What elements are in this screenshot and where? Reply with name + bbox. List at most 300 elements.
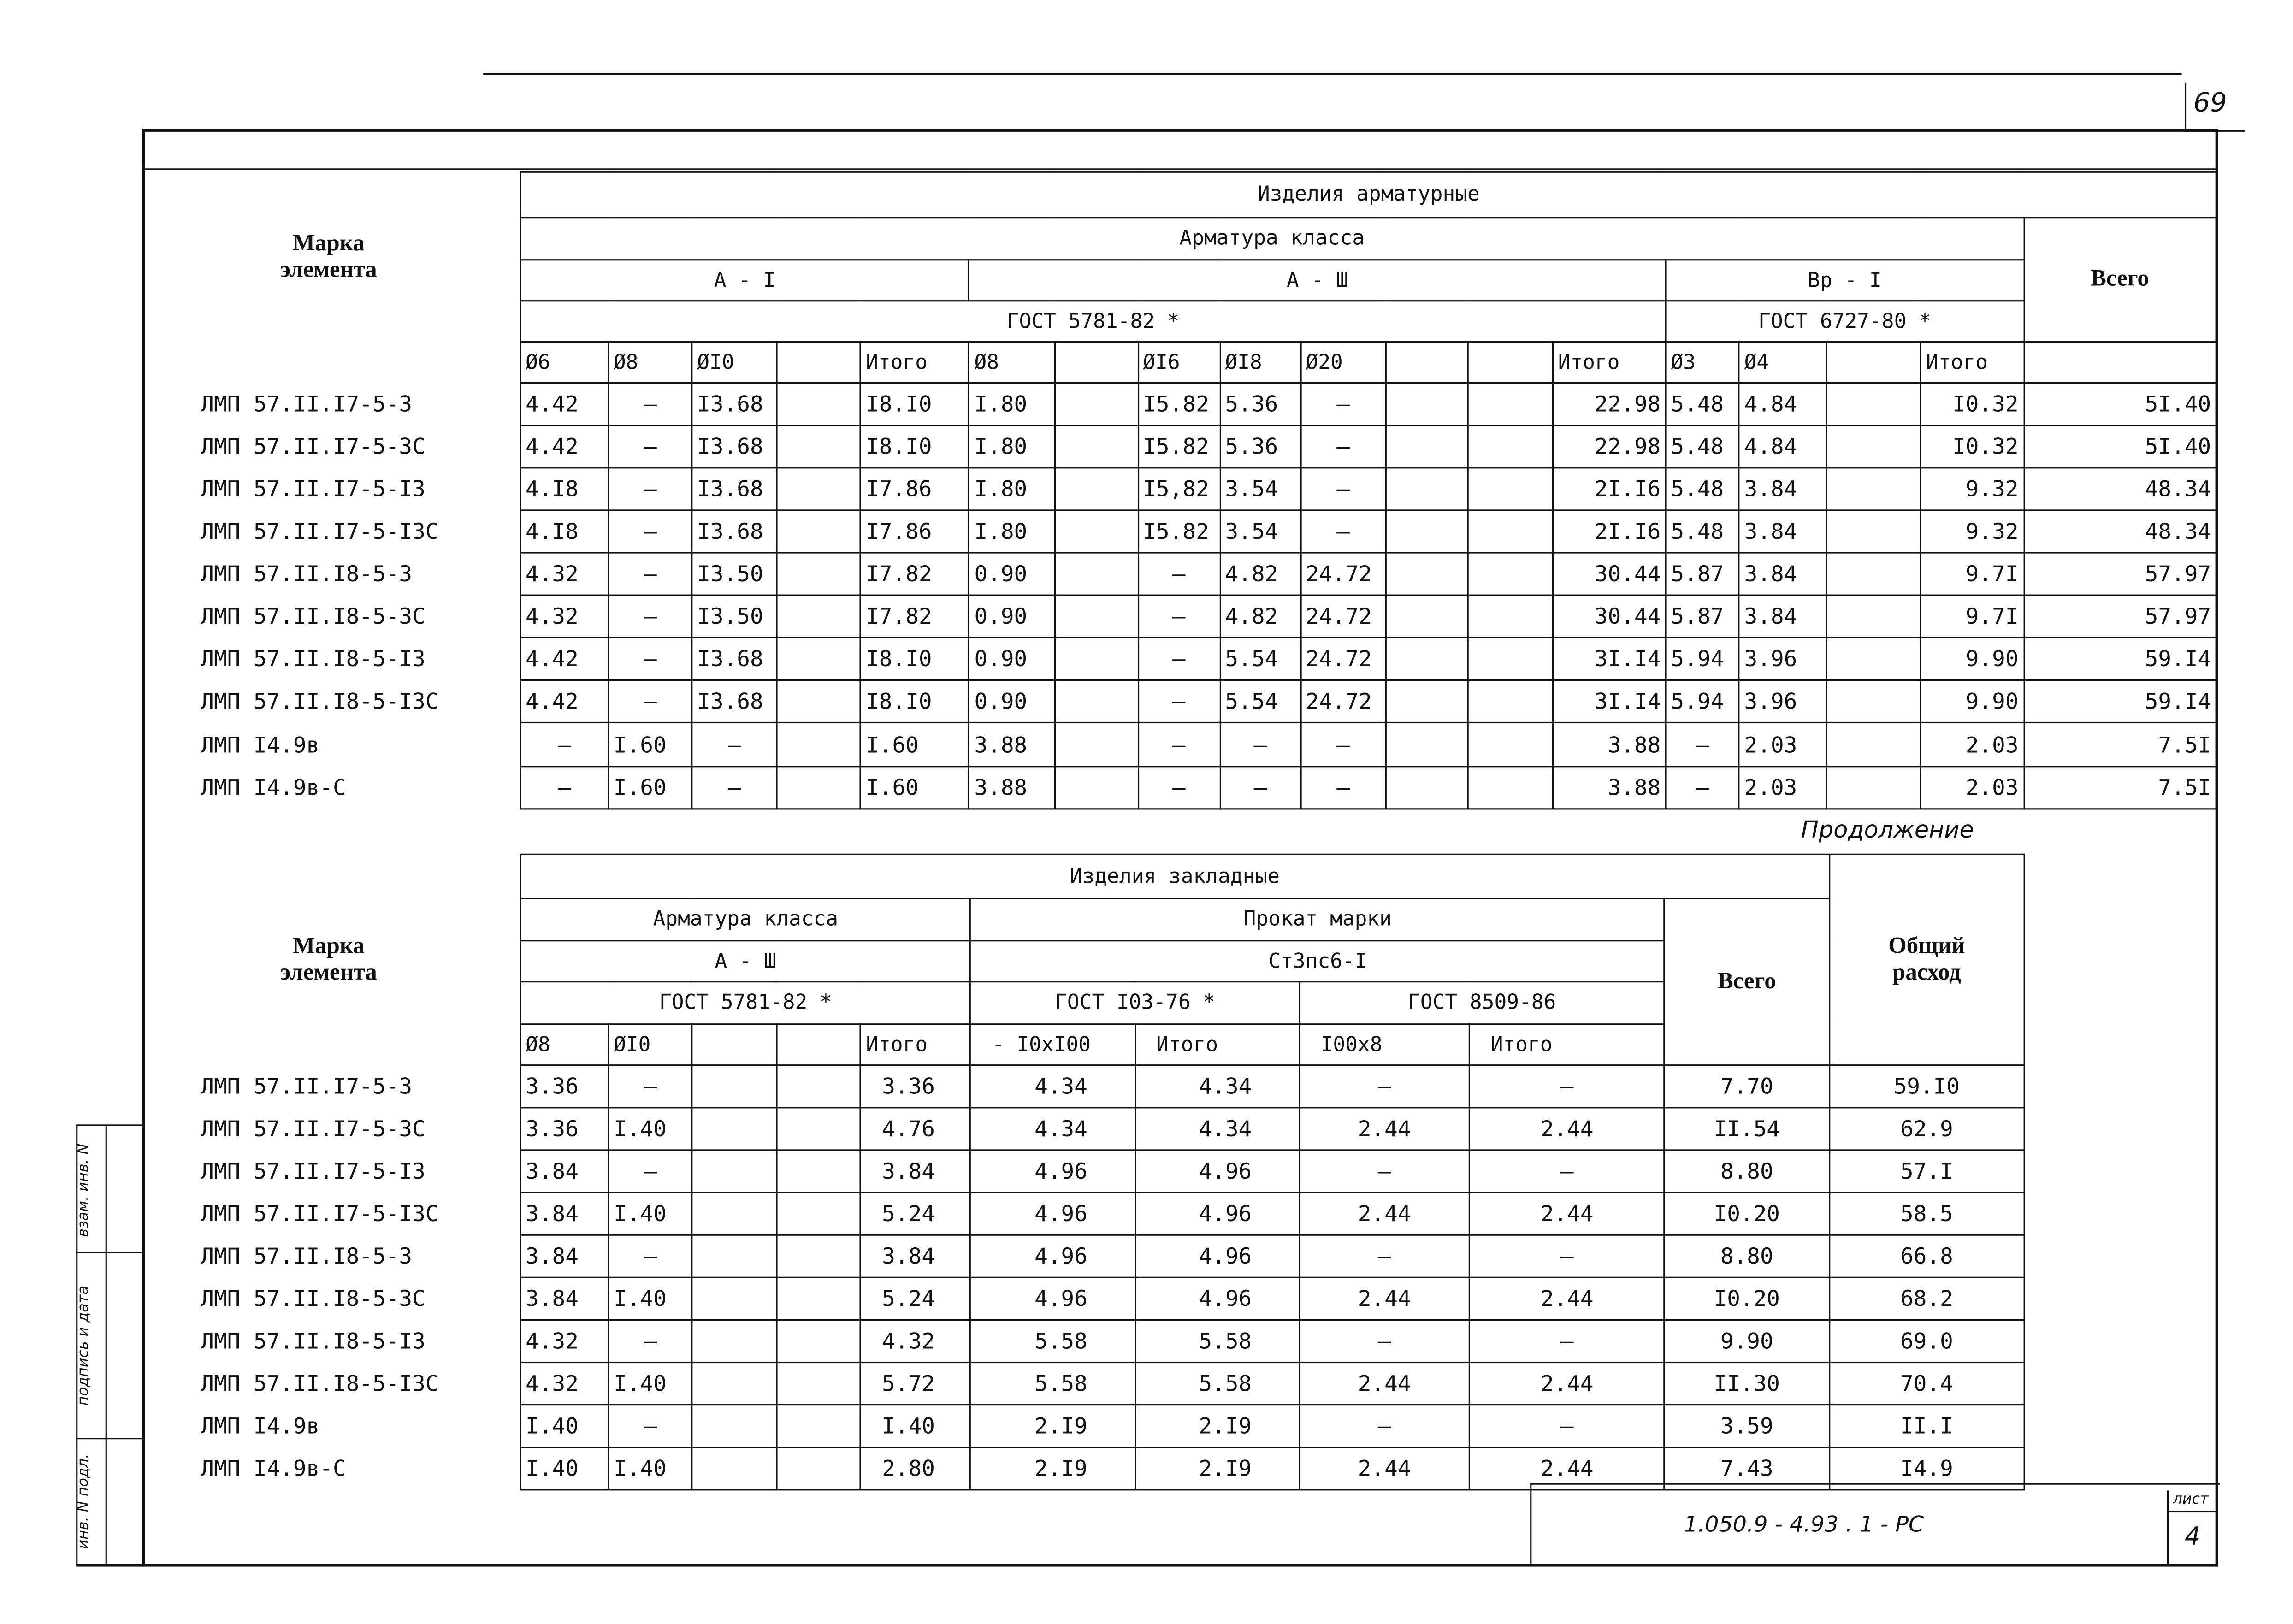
t2-cell (777, 1065, 861, 1108)
t2-col-header (777, 1024, 861, 1065)
t1-cell: 5.87 (1666, 553, 1739, 595)
t1-cell: – (609, 638, 692, 680)
t2-cell: 3.84 (861, 1235, 971, 1277)
t1-cell (777, 680, 861, 722)
t1-cell: 5.48 (1666, 510, 1739, 553)
t1-class-a3: А - Ш (969, 260, 1666, 301)
t2-cell (777, 1363, 861, 1405)
t1-cell (1054, 383, 1138, 425)
t1-cell (1468, 553, 1553, 595)
t2-cell: 2.44 (1300, 1447, 1470, 1490)
t2-cell: 4.96 (971, 1193, 1135, 1235)
table-row (142, 425, 2216, 468)
t2-cell: 2.44 (1470, 1277, 1665, 1320)
rebar-products-table (142, 171, 2217, 810)
t2-cell: 4.34 (1135, 1108, 1299, 1150)
t1-cell: 3I.I4 (1553, 638, 1666, 680)
top-edge-line (483, 73, 2181, 75)
t1-cell (1054, 468, 1138, 510)
t1-cell: 4.I8 (520, 468, 609, 510)
t2-cell: 7.43 (1665, 1447, 1829, 1490)
t1-cell: 4.42 (520, 425, 609, 468)
t2-cell: I0.20 (1665, 1193, 1829, 1235)
t1-cell: I.60 (861, 722, 969, 766)
t1-col-header: Итого (1553, 342, 1666, 383)
t1-cell (777, 383, 861, 425)
t1-cell (1054, 767, 1138, 809)
t2-cell: I.40 (609, 1108, 692, 1150)
t2-cell: 3.84 (520, 1150, 609, 1193)
t1-cell (777, 510, 861, 553)
t1-col-header: Ø4 (1739, 342, 1827, 383)
t1-cell (777, 468, 861, 510)
t1-cell: 2.03 (1921, 722, 2024, 766)
t1-cell: 3.84 (1739, 468, 1827, 510)
side-stamp-div-1 (76, 1252, 143, 1253)
t2-cell: 2.I9 (1135, 1447, 1299, 1490)
t1-cell (1827, 767, 1921, 809)
t1-cell (1054, 425, 1138, 468)
embedded-parts-table (142, 854, 2025, 1491)
t2-cell: II.54 (1665, 1108, 1829, 1150)
t1-cell: I3.68 (692, 638, 777, 680)
t2-cell: – (1300, 1405, 1470, 1447)
t1-cell (1827, 425, 1921, 468)
t2-cell: 3.84 (520, 1235, 609, 1277)
side-stamp-label-3: взам. инв. N (76, 1143, 93, 1237)
t2-cell: 4.96 (1135, 1277, 1299, 1320)
table-row (142, 1405, 2024, 1447)
t1-cell: I.80 (969, 510, 1054, 553)
t1-col-header: Ø8 (609, 342, 692, 383)
t2-cell: 62.9 (1829, 1108, 2024, 1150)
t1-cell: I3.50 (692, 595, 777, 638)
t2-cell: 58.5 (1829, 1193, 2024, 1235)
t1-cell: I8.I0 (861, 680, 969, 722)
t1-cell: I.60 (609, 722, 692, 766)
table-row (142, 1193, 2024, 1235)
t1-cell: – (1666, 722, 1739, 766)
t2-cell (692, 1065, 777, 1108)
table-row (142, 1320, 2024, 1362)
t1-cell: 9.7I (1921, 553, 2024, 595)
t1-row-mark: ЛМП 57.II.I7-5-3С (142, 425, 520, 468)
t1-cell: 3.88 (969, 722, 1054, 766)
t1-col-header (777, 342, 861, 383)
t1-cell: – (1220, 767, 1300, 809)
t1-row-mark: ЛМП 57.II.I7-5-I3 (142, 468, 520, 510)
t1-cell: 5.48 (1666, 383, 1739, 425)
t1-cell (777, 638, 861, 680)
t1-cell: 3.88 (1553, 767, 1666, 809)
t1-cell: I3.68 (692, 468, 777, 510)
t2-mark-header (142, 854, 520, 1065)
t1-cell: 2.03 (1739, 767, 1827, 809)
t1-cell: – (609, 510, 692, 553)
t1-cell: 3.96 (1739, 638, 1827, 680)
t1-cell: 5.87 (1666, 595, 1739, 638)
t2-cell: – (609, 1065, 692, 1108)
t2-cell: – (609, 1320, 692, 1362)
t1-cell (1054, 638, 1138, 680)
t2-cell: – (1470, 1320, 1665, 1362)
t1-mark-header-line1: Марка (293, 230, 365, 256)
t1-cell: 22.98 (1553, 383, 1666, 425)
t2-cell: 2.44 (1300, 1193, 1470, 1235)
t1-cell: I.80 (969, 383, 1054, 425)
t2-cell: 4.96 (971, 1235, 1135, 1277)
t1-row-mark: ЛМП 57.II.I7-5-I3С (142, 510, 520, 553)
t1-cell: 4.32 (520, 595, 609, 638)
t2-cell: 4.96 (1135, 1235, 1299, 1277)
t1-cell: 2I.I6 (1553, 510, 1666, 553)
t1-cell: I3.68 (692, 425, 777, 468)
t1-cell: – (609, 553, 692, 595)
t2-cell: 4.96 (971, 1150, 1135, 1193)
t2-cell (777, 1108, 861, 1150)
t2-cell: – (1470, 1150, 1665, 1193)
t1-cell: – (520, 722, 609, 766)
t2-cell: 5.58 (1135, 1320, 1299, 1362)
t1-cell: 4.42 (520, 638, 609, 680)
sheet-label: лист (2173, 1492, 2209, 1508)
t2-cell: 3.84 (520, 1193, 609, 1235)
t1-cell (1827, 553, 1921, 595)
t1-cell: 4.84 (1739, 383, 1827, 425)
t2-total-header: Всего (1665, 898, 1829, 1065)
t1-cell (777, 722, 861, 766)
continuation-note: Продолжение (1801, 815, 1974, 844)
t1-cell: I3.68 (692, 510, 777, 553)
t1-cell: 2.03 (1739, 722, 1827, 766)
t2-cell: I.40 (520, 1405, 609, 1447)
t1-cell: I7.82 (861, 553, 969, 595)
t2-cell: 5.24 (861, 1193, 971, 1235)
t2-row-mark: ЛМП I4.9в-С (142, 1447, 520, 1490)
t2-cell: 70.4 (1829, 1363, 2024, 1405)
t1-cell (1827, 680, 1921, 722)
t2-cell: 2.44 (1470, 1108, 1665, 1150)
t1-cell: 4.82 (1220, 553, 1300, 595)
t1-cell: 59.I4 (2024, 638, 2216, 680)
t2-row-mark: ЛМП 57.II.I8-5-3 (142, 1235, 520, 1277)
t1-cell: 9.90 (1921, 680, 2024, 722)
t2-mark-header-line2: элемента (280, 960, 377, 985)
t1-cell: 7.5I (2024, 722, 2216, 766)
t1-cell (1386, 638, 1468, 680)
t2-row-mark: ЛМП 57.II.I7-5-I3 (142, 1150, 520, 1193)
t2-cell: 2.44 (1470, 1447, 1665, 1490)
t1-cell: I.80 (969, 468, 1054, 510)
t1-cell: 30.44 (1553, 553, 1666, 595)
t2-rolled-title: Прокат марки (971, 898, 1665, 941)
t2-cell: 2.I9 (1135, 1405, 1299, 1447)
t1-cell: 0.90 (969, 680, 1054, 722)
t2-cell: 2.I9 (971, 1447, 1135, 1490)
t1-cell: 2.03 (1921, 767, 2024, 809)
t1-cell (1827, 638, 1921, 680)
doc-code: 1.050.9 - 4.93 . 1 - РС (1684, 1511, 1924, 1538)
t1-col-header: Ø6 (520, 342, 609, 383)
t1-cell: I8.I0 (861, 425, 969, 468)
t1-class-vr1: Вр - I (1666, 260, 2023, 301)
t1-cell (1468, 595, 1553, 638)
t2-rebar-class-title: Арматура класса (520, 898, 971, 941)
t1-class-a1: А - I (520, 260, 969, 301)
t1-cell: 5I.40 (2024, 425, 2216, 468)
t1-cell (777, 425, 861, 468)
t2-cell (692, 1235, 777, 1277)
t1-cell (1386, 553, 1468, 595)
t1-cell: I.60 (861, 767, 969, 809)
t1-cell (1386, 680, 1468, 722)
t1-cell (1054, 553, 1138, 595)
t2-cell: 2.44 (1300, 1108, 1470, 1150)
t2-cell: 2.44 (1470, 1363, 1665, 1405)
t2-cell: – (609, 1150, 692, 1193)
t2-cell: 4.96 (1135, 1150, 1299, 1193)
t2-col-header: I00x8 (1300, 1024, 1470, 1065)
t1-cell (1054, 722, 1138, 766)
t1-cell: 3.54 (1220, 468, 1300, 510)
t2-cell: – (1300, 1150, 1470, 1193)
t1-cell: 4.84 (1739, 425, 1827, 468)
t1-cell: I0.32 (1921, 425, 2024, 468)
t1-cell: 48.34 (2024, 510, 2216, 553)
t1-cell: I5.82 (1138, 383, 1220, 425)
t2-cell (692, 1363, 777, 1405)
t2-cell: – (1470, 1065, 1665, 1108)
t1-cell: 3.88 (969, 767, 1054, 809)
t1-cell: – (1300, 383, 1386, 425)
t1-cell (1054, 680, 1138, 722)
t1-cell: 5.94 (1666, 680, 1739, 722)
t2-cell: 69.0 (1829, 1320, 2024, 1362)
t2-rebar-class: А - Ш (520, 941, 971, 982)
t1-mark-header-line2: элемента (280, 257, 377, 282)
t2-grand-total-line1: Общий (1888, 933, 1965, 958)
t2-cell: 8.80 (1665, 1150, 1829, 1193)
t2-cell: 5.58 (971, 1320, 1135, 1362)
t1-row-mark: ЛМП I4.9в (142, 722, 520, 766)
t1-cell (1468, 767, 1553, 809)
t2-rolled-grade: Ст3пс6-I (971, 941, 1665, 982)
frame-top-line (142, 129, 2218, 132)
t1-cell: 5.36 (1220, 383, 1300, 425)
table-row (142, 1065, 2024, 1108)
t2-cell: – (1470, 1405, 1665, 1447)
t1-cell: I.80 (969, 425, 1054, 468)
t1-cell (1386, 425, 1468, 468)
t2-cell (692, 1447, 777, 1490)
t1-col-header: ØI0 (692, 342, 777, 383)
t1-cell: I.60 (609, 767, 692, 809)
t1-cell: – (609, 425, 692, 468)
t2-cell: – (609, 1235, 692, 1277)
t1-cell: – (1138, 767, 1220, 809)
table-row (142, 1363, 2024, 1405)
t1-cell (1468, 468, 1553, 510)
t1-cell: 30.44 (1553, 595, 1666, 638)
t1-cell (1827, 595, 1921, 638)
t2-cell: I.40 (609, 1277, 692, 1320)
t2-row-mark: ЛМП 57.II.I7-5-3 (142, 1065, 520, 1108)
t2-cell: 68.2 (1829, 1277, 2024, 1320)
t2-cell (777, 1277, 861, 1320)
t1-col-header: Итого (861, 342, 969, 383)
t2-cell: 9.90 (1665, 1320, 1829, 1362)
t1-cell (777, 595, 861, 638)
t1-cell: I3.68 (692, 383, 777, 425)
t1-row-mark: ЛМП I4.9в-С (142, 767, 520, 809)
t1-cell (1054, 510, 1138, 553)
t2-cell: 4.32 (861, 1320, 971, 1362)
t2-cell: – (1300, 1065, 1470, 1108)
t1-cell: 24.72 (1300, 595, 1386, 638)
t1-cell (1468, 680, 1553, 722)
t2-cell: 4.34 (971, 1108, 1135, 1150)
t2-rebar-gost: ГОСТ 5781-82 * (520, 982, 971, 1024)
table-row (142, 1235, 2024, 1277)
t2-cell (692, 1405, 777, 1447)
t1-cell: – (609, 468, 692, 510)
t2-col-header: Итого (1470, 1024, 1665, 1065)
t2-cell (692, 1108, 777, 1150)
t1-mark-header (142, 172, 520, 342)
t2-grand-total-header (1829, 854, 2024, 1065)
t1-cell: 57.97 (2024, 553, 2216, 595)
t1-title: Изделия арматурные (520, 172, 2216, 217)
t1-cell: I7.82 (861, 595, 969, 638)
t2-grand-total-line2: расход (1892, 960, 1961, 985)
t2-cell: I4.9 (1829, 1447, 2024, 1490)
t1-cell: 48.34 (2024, 468, 2216, 510)
corner-number: 69 (2193, 88, 2227, 119)
t1-cell: I5.82 (1138, 510, 1220, 553)
t1-cell (1827, 510, 1921, 553)
t1-cell: 3.84 (1739, 553, 1827, 595)
t1-row-mark: ЛМП 57.II.I8-5-3 (142, 553, 520, 595)
t1-col-header (1827, 342, 1921, 383)
t1-cell: I0.32 (1921, 383, 2024, 425)
t2-cell (777, 1405, 861, 1447)
table-row (142, 595, 2216, 638)
t2-cell: – (1300, 1235, 1470, 1277)
t1-cell: 5.48 (1666, 425, 1739, 468)
t1-mark-blank (142, 342, 520, 383)
t1-cell: I8.I0 (861, 638, 969, 680)
t1-cell (1386, 468, 1468, 510)
t2-cell: I.40 (609, 1363, 692, 1405)
t1-cell: – (1300, 468, 1386, 510)
t1-cell (777, 767, 861, 809)
t2-cell: 2.44 (1470, 1193, 1665, 1235)
t1-cell (1386, 595, 1468, 638)
t1-cell: I7.86 (861, 468, 969, 510)
t1-cell: – (692, 722, 777, 766)
t1-row-mark: ЛМП 57.II.I8-5-3С (142, 595, 520, 638)
t2-cell: 5.24 (861, 1277, 971, 1320)
t2-cell: 3.36 (861, 1065, 971, 1108)
t2-cell: 4.32 (520, 1363, 609, 1405)
t2-rolled-gost-2: ГОСТ 8509-86 (1300, 982, 1665, 1024)
t1-cell: 5.94 (1666, 638, 1739, 680)
table-row (142, 680, 2216, 722)
t2-cell (692, 1320, 777, 1362)
table-row (142, 510, 2216, 553)
t1-cell: 59.I4 (2024, 680, 2216, 722)
t2-cell: II.30 (1665, 1363, 1829, 1405)
t1-cell: I3.68 (692, 680, 777, 722)
t1-cell (1468, 510, 1553, 553)
t1-col-header: ØI6 (1138, 342, 1220, 383)
t1-cell (1468, 638, 1553, 680)
table-row (142, 553, 2216, 595)
frame-inner-top-line (142, 168, 2218, 170)
t2-cell: I.40 (609, 1447, 692, 1490)
sheet-number-div (2167, 1511, 2217, 1512)
t2-cell (777, 1447, 861, 1490)
side-stamp-label-1: инв. N подл. (76, 1453, 93, 1549)
t1-col-header: Ø20 (1300, 342, 1386, 383)
t1-cell (1386, 383, 1468, 425)
t2-row-mark: ЛМП 57.II.I7-5-3С (142, 1108, 520, 1150)
t1-cell: 2I.I6 (1553, 468, 1666, 510)
t1-cell: – (1300, 510, 1386, 553)
t1-cell: 3.84 (1739, 510, 1827, 553)
t1-cell: I5.82 (1138, 425, 1220, 468)
t1-cell: 9.7I (1921, 595, 2024, 638)
t1-cell: – (1300, 722, 1386, 766)
t1-cell: – (1666, 767, 1739, 809)
t1-cell: 4.32 (520, 553, 609, 595)
t2-col-header: Ø8 (520, 1024, 609, 1065)
t2-cell: 66.8 (1829, 1235, 2024, 1277)
t1-cell: 3.54 (1220, 510, 1300, 553)
t2-title: Изделия закладные (520, 854, 1829, 898)
t1-cell: 4.I8 (520, 510, 609, 553)
t1-cell: – (609, 680, 692, 722)
t2-cell: – (609, 1405, 692, 1447)
t1-cell: – (609, 595, 692, 638)
t2-col-header (692, 1024, 777, 1065)
t2-cell: 3.36 (520, 1108, 609, 1150)
t2-cell (777, 1150, 861, 1193)
t1-cell: – (1300, 425, 1386, 468)
t2-cell: 7.70 (1665, 1065, 1829, 1108)
t2-row-mark: ЛМП I4.9в (142, 1405, 520, 1447)
t2-cell: 5.58 (971, 1363, 1135, 1405)
t1-cell: – (1138, 722, 1220, 766)
t1-cell: I7.86 (861, 510, 969, 553)
table-row (142, 1277, 2024, 1320)
t2-cell: 2.44 (1300, 1363, 1470, 1405)
t2-row-mark: ЛМП 57.II.I8-5-3С (142, 1277, 520, 1320)
t2-cell: II.I (1829, 1405, 2024, 1447)
t2-cell: 4.32 (520, 1320, 609, 1362)
t2-cell: 3.84 (861, 1150, 971, 1193)
t1-cell: – (520, 767, 609, 809)
t1-cell: 22.98 (1553, 425, 1666, 468)
t1-cell (1386, 510, 1468, 553)
sheet-number: 4 (2184, 1523, 2201, 1552)
t2-cell: 3.84 (520, 1277, 609, 1320)
side-stamp-div-2 (76, 1438, 143, 1439)
t1-cell: I8.I0 (861, 383, 969, 425)
t2-cell: 5.72 (861, 1363, 971, 1405)
t1-cell: – (1138, 595, 1220, 638)
t1-cell: – (1300, 767, 1386, 809)
